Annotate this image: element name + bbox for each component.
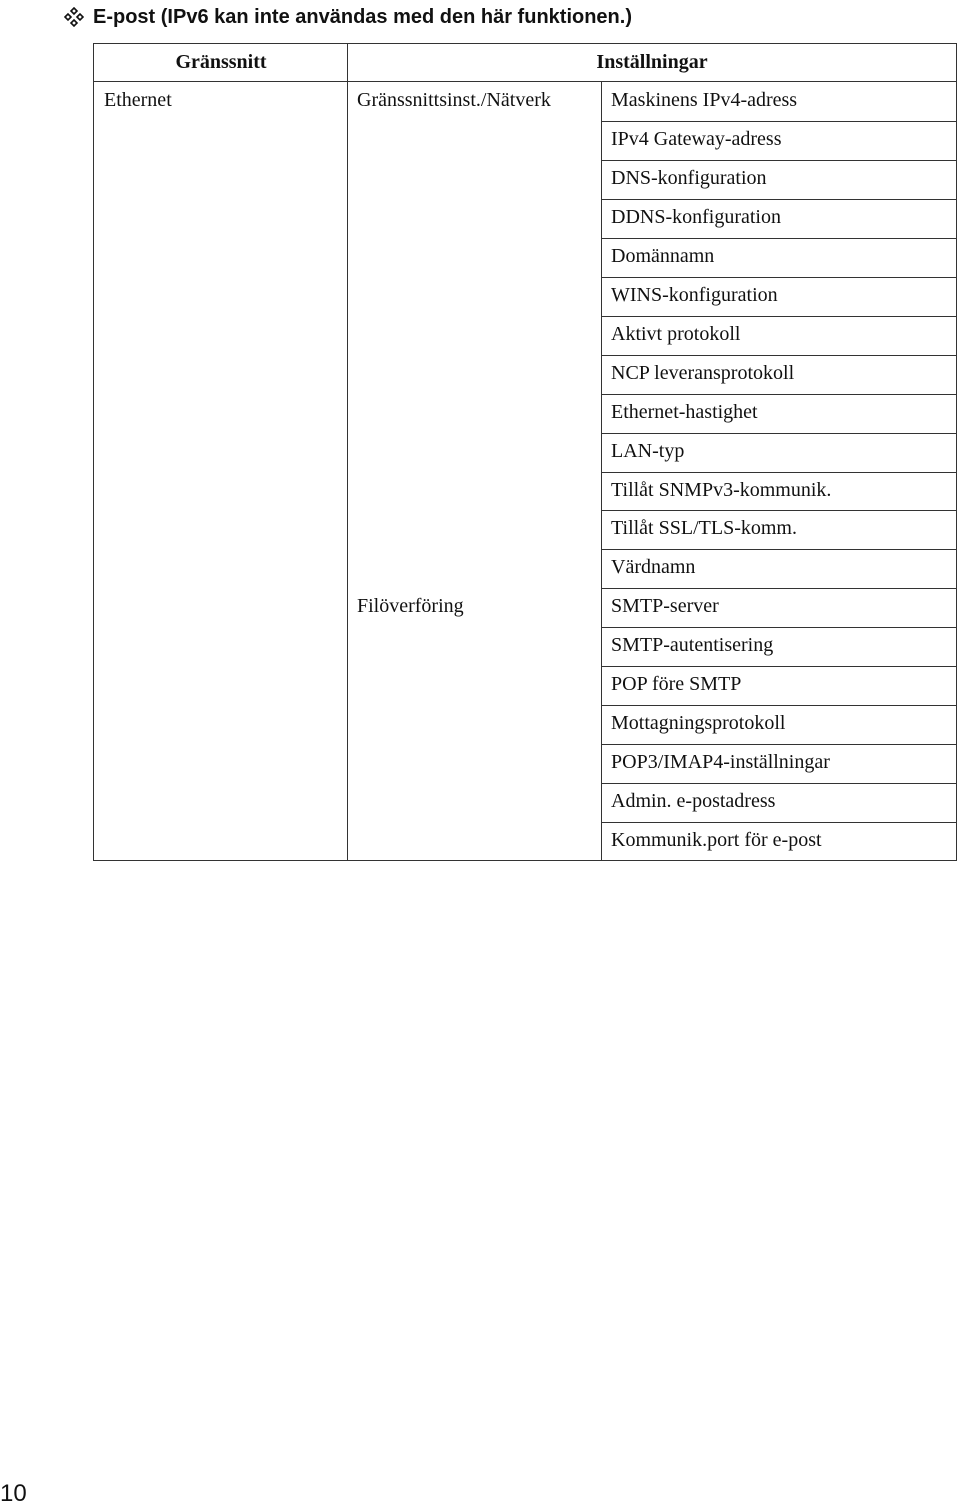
group-label: Filöverföring bbox=[357, 595, 464, 617]
header-interface: Gränssnitt bbox=[175, 51, 267, 73]
header-settings: Inställningar bbox=[596, 51, 708, 73]
row-divider bbox=[602, 744, 956, 745]
row-divider bbox=[602, 705, 956, 706]
row-divider bbox=[602, 394, 956, 395]
setting-item: SMTP-autentisering bbox=[611, 634, 774, 656]
row-divider bbox=[602, 472, 956, 473]
setting-item: IPv4 Gateway-adress bbox=[611, 128, 782, 150]
column-divider bbox=[347, 44, 348, 860]
row-divider bbox=[602, 549, 956, 550]
row-divider bbox=[602, 433, 956, 434]
row-divider bbox=[602, 355, 956, 356]
interface-cell: Ethernet bbox=[104, 89, 172, 111]
row-divider bbox=[602, 666, 956, 667]
setting-item: Mottagningsprotokoll bbox=[611, 712, 786, 734]
group-label: Gränssnittsinst./Nätverk bbox=[357, 89, 551, 111]
settings-table bbox=[93, 43, 957, 861]
setting-item: Värdnamn bbox=[611, 556, 696, 578]
setting-item: Domännamn bbox=[611, 245, 715, 267]
row-divider bbox=[602, 199, 956, 200]
row-divider bbox=[602, 627, 956, 628]
row-divider bbox=[602, 121, 956, 122]
setting-item: Tillåt SNMPv3-kommunik. bbox=[611, 479, 832, 501]
row-divider bbox=[602, 588, 956, 589]
row-divider bbox=[602, 238, 956, 239]
page-number: 10 bbox=[0, 1480, 27, 1507]
table-header-row bbox=[94, 44, 956, 82]
row-divider bbox=[602, 783, 956, 784]
row-divider bbox=[602, 316, 956, 317]
setting-item: Aktivt protokoll bbox=[611, 323, 741, 345]
setting-item: Tillåt SSL/TLS-komm. bbox=[611, 517, 797, 539]
diamond-bullet-icon bbox=[64, 7, 84, 27]
row-divider bbox=[602, 160, 956, 161]
setting-item: Kommunik.port för e-post bbox=[611, 829, 822, 851]
row-divider bbox=[602, 277, 956, 278]
setting-item: SMTP-server bbox=[611, 595, 719, 617]
setting-item: Maskinens IPv4-adress bbox=[611, 89, 798, 111]
setting-item: DDNS-konfiguration bbox=[611, 206, 781, 228]
setting-item: POP före SMTP bbox=[611, 673, 742, 695]
setting-item: NCP leveransprotokoll bbox=[611, 362, 795, 384]
section-title: E-post (IPv6 kan inte användas med den här funktionen.) bbox=[93, 5, 632, 28]
row-divider bbox=[602, 822, 956, 823]
setting-item: WINS-konfiguration bbox=[611, 284, 778, 306]
setting-item: DNS-konfiguration bbox=[611, 167, 767, 189]
setting-item: POP3/IMAP4-inställningar bbox=[611, 751, 830, 773]
setting-item: Ethernet-hastighet bbox=[611, 401, 758, 423]
row-divider bbox=[602, 510, 956, 511]
setting-item: LAN-typ bbox=[611, 440, 685, 462]
section-heading bbox=[64, 2, 632, 32]
setting-item: Admin. e-postadress bbox=[611, 790, 776, 812]
